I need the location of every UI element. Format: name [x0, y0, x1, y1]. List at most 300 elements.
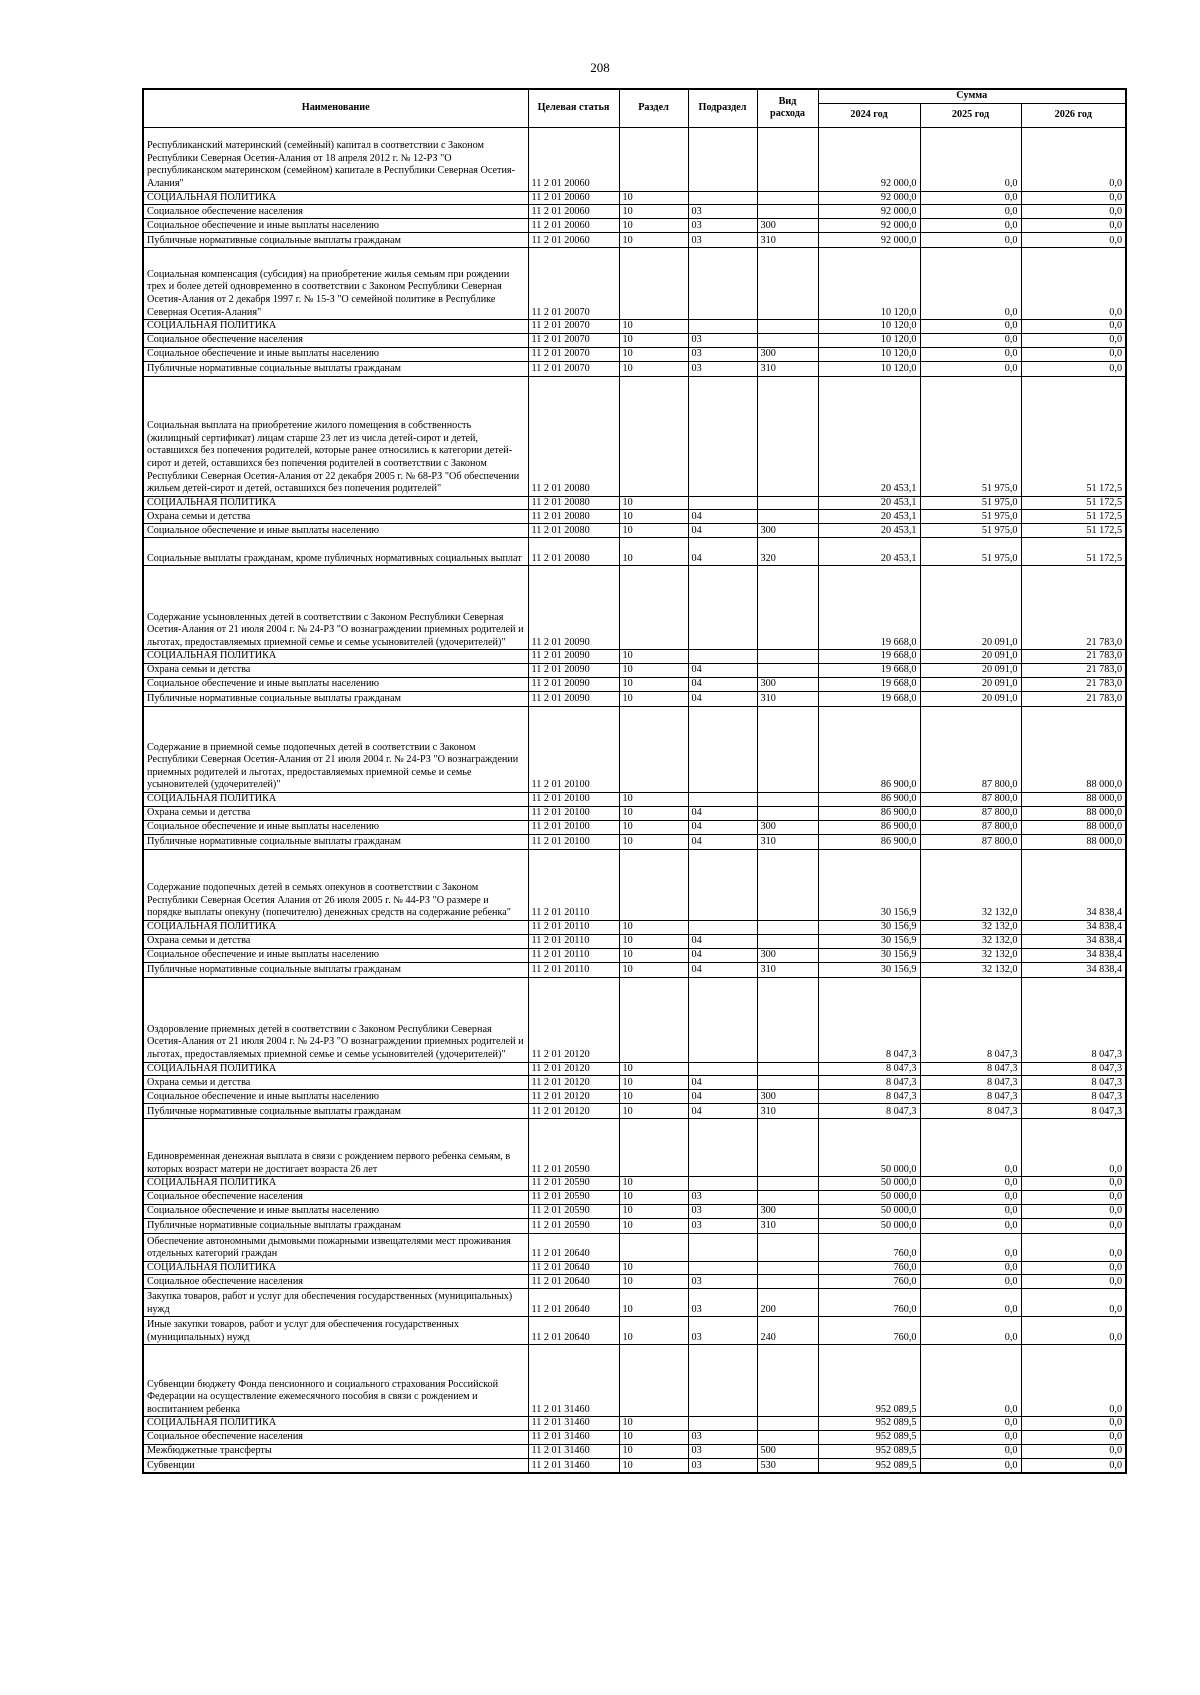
table-cell-2026: 88 000,0: [1021, 706, 1126, 792]
table-cell-section: 10: [619, 934, 688, 948]
table-cell-name: Оздоровление приемных детей в соответствии с Законом Республики Северная Осетия-Алания от 21 июля 2004 г. № 24-РЗ "О вознаграждении приемных родителей и льготах, предоставляемых приемной семье и семье усыновителей (удочерителей)": [143, 977, 528, 1062]
table-cell-expense-type: 300: [757, 1090, 818, 1104]
table-cell-section: [619, 127, 688, 191]
table-row: [143, 127, 1126, 191]
table-cell-2026: 8 047,3: [1021, 977, 1126, 1062]
table-cell-expense-type: [757, 1062, 818, 1076]
header-2025: 2025 год: [920, 103, 1021, 127]
table-cell-name: Социальные выплаты гражданам, кроме публичных нормативных социальных выплат: [143, 538, 528, 566]
table-cell-name: Социальное обеспечение и иные выплаты населению: [143, 219, 528, 233]
table-cell-2024: 92 000,0: [818, 219, 920, 233]
table-cell-section: 10: [619, 962, 688, 977]
table-cell-2024: 760,0: [818, 1275, 920, 1289]
table-cell-subsection: 03: [688, 219, 757, 233]
table-cell-code: 11 2 01 20090: [528, 677, 619, 691]
table-cell-2026: 0,0: [1021, 361, 1126, 376]
table-cell-2026: 0,0: [1021, 1458, 1126, 1473]
table-cell-name: Содержание подопечных детей в семьях опекунов в соответствии с Законом Республики Северная Осетия Алания от 26 июля 2005 г. № 44-РЗ "О размере и порядке выплаты опекуну (попечителю) денежных средств на содержание ребенка": [143, 849, 528, 920]
table-row: [143, 1090, 1126, 1104]
table-cell-subsection: 04: [688, 806, 757, 820]
table-cell-section: 10: [619, 920, 688, 934]
table-cell-subsection: 04: [688, 1090, 757, 1104]
table-cell-section: [619, 376, 688, 496]
table-cell-2024: 50 000,0: [818, 1218, 920, 1233]
table-cell-2026: 34 838,4: [1021, 849, 1126, 920]
table-cell-2024: 10 120,0: [818, 248, 920, 320]
table-cell-subsection: [688, 191, 757, 205]
table-cell-name: Публичные нормативные социальные выплаты гражданам: [143, 962, 528, 977]
table-row: [143, 333, 1126, 347]
table-cell-2024: 760,0: [818, 1233, 920, 1261]
table-cell-name: Охрана семьи и детства: [143, 510, 528, 524]
table-cell-section: 10: [619, 1417, 688, 1431]
table-cell-name: СОЦИАЛЬНАЯ ПОЛИТИКА: [143, 1177, 528, 1191]
table-cell-code: 11 2 01 20070: [528, 333, 619, 347]
table-cell-2026: 8 047,3: [1021, 1104, 1126, 1119]
table-cell-expense-type: 530: [757, 1458, 818, 1473]
table-cell-2025: 0,0: [920, 1177, 1021, 1191]
table-row: [143, 1289, 1126, 1317]
table-cell-2026: 8 047,3: [1021, 1090, 1126, 1104]
table-cell-name: Охрана семьи и детства: [143, 934, 528, 948]
table-cell-code: 11 2 01 20070: [528, 347, 619, 361]
table-cell-section: 10: [619, 1275, 688, 1289]
table-cell-expense-type: [757, 205, 818, 219]
table-cell-2024: 10 120,0: [818, 347, 920, 361]
table-cell-name: Социальная компенсация (субсидия) на приобретение жилья семьям при рождении трех и более детей одновременно в соответствии с Законом Республики Северная Осетия-Алания от 2 декабря 1997 г. № 15-З "О семейной политике в Республике Северная Осетия-Алания": [143, 248, 528, 320]
table-cell-code: 11 2 01 20060: [528, 219, 619, 233]
table-cell-code: 11 2 01 20090: [528, 691, 619, 706]
table-cell-code: 11 2 01 20090: [528, 650, 619, 664]
table-cell-2025: 51 975,0: [920, 538, 1021, 566]
table-cell-section: [619, 1233, 688, 1261]
table-cell-subsection: [688, 650, 757, 664]
table-cell-2025: 20 091,0: [920, 691, 1021, 706]
table-cell-subsection: [688, 1177, 757, 1191]
table-cell-2025: 0,0: [920, 347, 1021, 361]
table-cell-expense-type: [757, 191, 818, 205]
table-row: [143, 1104, 1126, 1119]
table-cell-section: 10: [619, 1458, 688, 1473]
table-cell-2024: 10 120,0: [818, 333, 920, 347]
table-cell-subsection: [688, 1233, 757, 1261]
table-cell-expense-type: [757, 510, 818, 524]
table-row: [143, 806, 1126, 820]
table-row: [143, 792, 1126, 806]
table-cell-subsection: [688, 1417, 757, 1431]
table-cell-2026: 88 000,0: [1021, 834, 1126, 849]
table-cell-2025: 0,0: [920, 127, 1021, 191]
table-cell-expense-type: 300: [757, 219, 818, 233]
table-cell-2024: 86 900,0: [818, 706, 920, 792]
table-cell-2025: 20 091,0: [920, 677, 1021, 691]
table-cell-name: Единовременная денежная выплата в связи с рождением первого ребенка семьям, в которых возраст матери не достигает возраста 26 лет: [143, 1119, 528, 1177]
table-cell-2026: 0,0: [1021, 1345, 1126, 1417]
table-cell-2026: 0,0: [1021, 219, 1126, 233]
table-cell-2024: 20 453,1: [818, 510, 920, 524]
header-section: Раздел: [619, 89, 688, 127]
table-cell-2024: 30 156,9: [818, 962, 920, 977]
table-cell-name: СОЦИАЛЬНАЯ ПОЛИТИКА: [143, 496, 528, 510]
table-cell-expense-type: [757, 1275, 818, 1289]
table-cell-subsection: 03: [688, 333, 757, 347]
header-name: Наименование: [143, 89, 528, 127]
table-cell-2025: 0,0: [920, 1233, 1021, 1261]
table-cell-expense-type: [757, 977, 818, 1062]
table-cell-2024: 8 047,3: [818, 1090, 920, 1104]
table-cell-section: 10: [619, 1317, 688, 1345]
table-cell-2024: 20 453,1: [818, 496, 920, 510]
table-cell-2025: 51 975,0: [920, 496, 1021, 510]
table-cell-expense-type: [757, 1417, 818, 1431]
table-cell-2025: 87 800,0: [920, 806, 1021, 820]
table-cell-subsection: [688, 849, 757, 920]
table-cell-subsection: [688, 1119, 757, 1177]
table-cell-2025: 0,0: [920, 191, 1021, 205]
table-cell-subsection: 03: [688, 1289, 757, 1317]
table-cell-expense-type: 300: [757, 820, 818, 834]
table-cell-section: 10: [619, 650, 688, 664]
table-row: [143, 1076, 1126, 1090]
table-cell-2025: 0,0: [920, 1190, 1021, 1204]
table-cell-name: Субвенции бюджету Фонда пенсионного и социального страхования Российской Федерации на осуществление ежемесячного пособия в связи с рождением и воспитанием ребенка: [143, 1345, 528, 1417]
table-cell-expense-type: 310: [757, 1218, 818, 1233]
table-cell-section: 10: [619, 1062, 688, 1076]
table-row: [143, 663, 1126, 677]
table-cell-subsection: [688, 706, 757, 792]
table-row: [143, 510, 1126, 524]
table-cell-2024: 30 156,9: [818, 948, 920, 962]
table-row: [143, 1177, 1126, 1191]
table-cell-2024: 50 000,0: [818, 1190, 920, 1204]
table-cell-section: 10: [619, 233, 688, 248]
table-cell-name: СОЦИАЛЬНАЯ ПОЛИТИКА: [143, 650, 528, 664]
table-cell-expense-type: [757, 920, 818, 934]
table-cell-2026: 8 047,3: [1021, 1076, 1126, 1090]
table-cell-subsection: 04: [688, 1104, 757, 1119]
table-cell-name: Содержание усыновленных детей в соответствии с Законом Республики Северная Осетия-Алания от 21 июля 2004 г. № 24-РЗ "О вознаграждении приемных родителей и льготах, предоставляемых приемной семье и семье усыновителей (удочерителей)": [143, 566, 528, 650]
table-cell-subsection: [688, 792, 757, 806]
table-row: [143, 677, 1126, 691]
table-cell-subsection: 03: [688, 1190, 757, 1204]
table-cell-2024: 19 668,0: [818, 566, 920, 650]
table-cell-code: 11 2 01 20080: [528, 376, 619, 496]
table-cell-section: 10: [619, 361, 688, 376]
table-cell-expense-type: 310: [757, 962, 818, 977]
table-cell-section: [619, 849, 688, 920]
table-cell-subsection: [688, 1062, 757, 1076]
table-cell-code: 11 2 01 20640: [528, 1233, 619, 1261]
table-cell-2024: 8 047,3: [818, 1076, 920, 1090]
table-cell-2026: 0,0: [1021, 1430, 1126, 1444]
table-cell-2025: 8 047,3: [920, 977, 1021, 1062]
table-cell-section: 10: [619, 691, 688, 706]
table-cell-name: СОЦИАЛЬНАЯ ПОЛИТИКА: [143, 320, 528, 334]
table-cell-section: 10: [619, 1261, 688, 1275]
table-cell-2025: 0,0: [920, 1317, 1021, 1345]
table-row: [143, 361, 1126, 376]
table-cell-code: 11 2 01 20590: [528, 1119, 619, 1177]
table-cell-code: 11 2 01 20080: [528, 496, 619, 510]
table-cell-name: Республиканский материнский (семейный) капитал в соответствии с Законом Республики Северная Осетия-Алания от 18 апреля 2012 г. № 12-РЗ "О республиканском материнском (семейном) капитале в Республики Северная Осетия-Алания": [143, 127, 528, 191]
table-cell-code: 11 2 01 20120: [528, 1090, 619, 1104]
table-cell-2025: 0,0: [920, 1261, 1021, 1275]
table-row: [143, 962, 1126, 977]
table-cell-code: 11 2 01 20060: [528, 127, 619, 191]
table-row: [143, 233, 1126, 248]
table-cell-subsection: 04: [688, 1076, 757, 1090]
table-cell-expense-type: [757, 1076, 818, 1090]
header-sum: Сумма: [818, 89, 1126, 103]
table-cell-name: Публичные нормативные социальные выплаты гражданам: [143, 1218, 528, 1233]
table-cell-2026: 88 000,0: [1021, 820, 1126, 834]
table-row: [143, 538, 1126, 566]
table-cell-2025: 0,0: [920, 1458, 1021, 1473]
table-row: [143, 191, 1126, 205]
table-cell-2024: 8 047,3: [818, 1062, 920, 1076]
table-cell-2026: 21 783,0: [1021, 650, 1126, 664]
table-cell-section: 10: [619, 1218, 688, 1233]
table-cell-expense-type: [757, 566, 818, 650]
table-cell-2026: 0,0: [1021, 1444, 1126, 1458]
table-cell-2025: 0,0: [920, 1289, 1021, 1317]
table-cell-code: 11 2 01 20640: [528, 1275, 619, 1289]
table-cell-2026: 0,0: [1021, 1261, 1126, 1275]
table-cell-name: Социальное обеспечение и иные выплаты населению: [143, 948, 528, 962]
table-cell-code: 11 2 01 20590: [528, 1177, 619, 1191]
table-cell-section: [619, 1119, 688, 1177]
table-cell-code: 11 2 01 20590: [528, 1218, 619, 1233]
table-cell-code: 11 2 01 20110: [528, 920, 619, 934]
table-cell-2026: 51 172,5: [1021, 538, 1126, 566]
table-cell-code: 11 2 01 20120: [528, 1104, 619, 1119]
table-cell-2026: 34 838,4: [1021, 934, 1126, 948]
table-cell-code: 11 2 01 20110: [528, 948, 619, 962]
table-cell-2024: 952 089,5: [818, 1345, 920, 1417]
table-cell-2024: 50 000,0: [818, 1119, 920, 1177]
table-cell-section: [619, 706, 688, 792]
table-cell-2025: 32 132,0: [920, 962, 1021, 977]
table-cell-name: Публичные нормативные социальные выплаты гражданам: [143, 1104, 528, 1119]
table-cell-subsection: [688, 248, 757, 320]
table-cell-code: 11 2 01 20590: [528, 1204, 619, 1218]
table-cell-2024: 19 668,0: [818, 650, 920, 664]
table-cell-expense-type: [757, 320, 818, 334]
table-cell-expense-type: [757, 127, 818, 191]
table-cell-name: СОЦИАЛЬНАЯ ПОЛИТИКА: [143, 920, 528, 934]
table-row: [143, 920, 1126, 934]
table-cell-2025: 0,0: [920, 333, 1021, 347]
table-cell-section: 10: [619, 1190, 688, 1204]
table-cell-2026: 0,0: [1021, 1119, 1126, 1177]
table-row: [143, 219, 1126, 233]
table-cell-expense-type: 300: [757, 524, 818, 538]
table-cell-expense-type: 300: [757, 677, 818, 691]
table-cell-2025: 0,0: [920, 1218, 1021, 1233]
table-cell-name: Субвенции: [143, 1458, 528, 1473]
table-cell-2024: 8 047,3: [818, 977, 920, 1062]
table-cell-2024: 952 089,5: [818, 1430, 920, 1444]
table-cell-subsection: 03: [688, 233, 757, 248]
table-cell-code: 11 2 01 31460: [528, 1345, 619, 1417]
table-cell-subsection: [688, 977, 757, 1062]
header-code: Целевая статья: [528, 89, 619, 127]
table-cell-code: 11 2 01 20080: [528, 510, 619, 524]
table-cell-section: 10: [619, 1444, 688, 1458]
table-cell-code: 11 2 01 20110: [528, 934, 619, 948]
table-cell-code: 11 2 01 20090: [528, 566, 619, 650]
table-cell-section: 10: [619, 524, 688, 538]
table-row: [143, 1119, 1126, 1177]
table-row: [143, 320, 1126, 334]
table-cell-2024: 8 047,3: [818, 1104, 920, 1119]
table-cell-2024: 760,0: [818, 1317, 920, 1345]
table-cell-expense-type: [757, 1261, 818, 1275]
table-cell-code: 11 2 01 20060: [528, 191, 619, 205]
table-row: [143, 834, 1126, 849]
table-cell-expense-type: [757, 706, 818, 792]
table-cell-section: 10: [619, 191, 688, 205]
table-cell-section: 10: [619, 677, 688, 691]
table-cell-2025: 51 975,0: [920, 510, 1021, 524]
table-cell-2026: 0,0: [1021, 333, 1126, 347]
header-row-1: [143, 89, 1126, 103]
table-cell-2025: 8 047,3: [920, 1076, 1021, 1090]
table-row: [143, 934, 1126, 948]
table-cell-subsection: 03: [688, 205, 757, 219]
table-cell-name: Охрана семьи и детства: [143, 806, 528, 820]
table-cell-name: Публичные нормативные социальные выплаты гражданам: [143, 834, 528, 849]
table-cell-name: Социальное обеспечение и иные выплаты населению: [143, 677, 528, 691]
table-cell-expense-type: 310: [757, 361, 818, 376]
table-row: [143, 1218, 1126, 1233]
table-cell-code: 11 2 01 31460: [528, 1444, 619, 1458]
table-cell-name: Социальная выплата на приобретение жилого помещения в собственность (жилищный сертификат) лицам старше 23 лет из числа детей-сирот и детей, оставшихся без попечения родителей, которые ранее относились к категории детей-сирот и детей, оставшихся без попечения родителей в соответствии с Законом Республики Северная Осетия-Алания от 22 декабря 2005 г. № 68-РЗ "Об обеспечении жильем детей-сирот и детей, оставшихся без попечения родителей": [143, 376, 528, 496]
table-cell-2024: 20 453,1: [818, 538, 920, 566]
table-cell-2026: 0,0: [1021, 1177, 1126, 1191]
table-cell-section: 10: [619, 834, 688, 849]
table-cell-2025: 0,0: [920, 1119, 1021, 1177]
table-cell-name: Охрана семьи и детства: [143, 663, 528, 677]
table-cell-2025: 32 132,0: [920, 849, 1021, 920]
table-cell-expense-type: [757, 1119, 818, 1177]
table-cell-subsection: 03: [688, 1275, 757, 1289]
table-cell-name: Закупка товаров, работ и услуг для обеспечения государственных (муниципальных) нужд: [143, 1289, 528, 1317]
table-cell-code: 11 2 01 20100: [528, 820, 619, 834]
table-cell-section: 10: [619, 1090, 688, 1104]
table-cell-expense-type: 320: [757, 538, 818, 566]
table-cell-section: [619, 248, 688, 320]
table-cell-subsection: [688, 920, 757, 934]
table-row: [143, 524, 1126, 538]
table-cell-section: 10: [619, 806, 688, 820]
table-cell-2025: 87 800,0: [920, 792, 1021, 806]
table-cell-code: 11 2 01 20640: [528, 1261, 619, 1275]
table-cell-subsection: [688, 376, 757, 496]
table-cell-2025: 0,0: [920, 320, 1021, 334]
table-cell-name: Публичные нормативные социальные выплаты гражданам: [143, 361, 528, 376]
table-cell-code: 11 2 01 20110: [528, 962, 619, 977]
table-cell-section: 10: [619, 347, 688, 361]
table-cell-code: 11 2 01 20080: [528, 538, 619, 566]
table-row: [143, 691, 1126, 706]
table-cell-expense-type: [757, 934, 818, 948]
table-cell-2025: 51 975,0: [920, 376, 1021, 496]
table-row: [143, 1204, 1126, 1218]
table-cell-subsection: [688, 320, 757, 334]
table-cell-section: 10: [619, 496, 688, 510]
table-cell-code: 11 2 01 20070: [528, 320, 619, 334]
table-cell-2025: 0,0: [920, 1275, 1021, 1289]
table-cell-name: Публичные нормативные социальные выплаты гражданам: [143, 233, 528, 248]
table-cell-2024: 19 668,0: [818, 691, 920, 706]
table-cell-2026: 51 172,5: [1021, 496, 1126, 510]
table-cell-section: 10: [619, 333, 688, 347]
table-row: [143, 849, 1126, 920]
table-cell-name: Обеспечение автономными дымовыми пожарными извещателями мест проживания отдельных категорий граждан: [143, 1233, 528, 1261]
table-cell-expense-type: 310: [757, 233, 818, 248]
table-cell-code: 11 2 01 20110: [528, 849, 619, 920]
table-cell-2026: 0,0: [1021, 1218, 1126, 1233]
table-cell-2025: 32 132,0: [920, 920, 1021, 934]
table-cell-2024: 30 156,9: [818, 920, 920, 934]
table-cell-subsection: 04: [688, 962, 757, 977]
table-cell-2026: 21 783,0: [1021, 677, 1126, 691]
table-cell-2026: 0,0: [1021, 191, 1126, 205]
table-cell-expense-type: 300: [757, 948, 818, 962]
header-subsection: Подраздел: [688, 89, 757, 127]
table-row: [143, 205, 1126, 219]
table-row: [143, 1317, 1126, 1345]
table-cell-2026: 0,0: [1021, 233, 1126, 248]
table-cell-code: 11 2 01 20590: [528, 1190, 619, 1204]
table-cell-expense-type: [757, 1430, 818, 1444]
table-cell-expense-type: [757, 333, 818, 347]
table-cell-expense-type: [757, 1233, 818, 1261]
table-cell-2024: 30 156,9: [818, 934, 920, 948]
table-row: [143, 1417, 1126, 1431]
table-cell-subsection: 04: [688, 663, 757, 677]
table-cell-code: 11 2 01 20060: [528, 205, 619, 219]
table-cell-code: 11 2 01 20070: [528, 361, 619, 376]
table-cell-2024: 760,0: [818, 1261, 920, 1275]
table-cell-2024: 10 120,0: [818, 320, 920, 334]
table-cell-subsection: 03: [688, 347, 757, 361]
table-cell-2026: 0,0: [1021, 127, 1126, 191]
table-cell-code: 11 2 01 31460: [528, 1458, 619, 1473]
table-cell-name: Социальное обеспечение и иные выплаты населению: [143, 1204, 528, 1218]
table-cell-2024: 50 000,0: [818, 1177, 920, 1191]
table-cell-section: [619, 977, 688, 1062]
table-cell-subsection: 04: [688, 691, 757, 706]
table-cell-2025: 20 091,0: [920, 566, 1021, 650]
table-cell-code: 11 2 01 20060: [528, 233, 619, 248]
table-cell-expense-type: [757, 1177, 818, 1191]
table-row: [143, 1261, 1126, 1275]
table-cell-2025: 32 132,0: [920, 948, 1021, 962]
table-cell-subsection: 04: [688, 834, 757, 849]
table-cell-2024: 92 000,0: [818, 127, 920, 191]
table-cell-section: 10: [619, 1104, 688, 1119]
table-cell-2025: 8 047,3: [920, 1062, 1021, 1076]
table-cell-2024: 86 900,0: [818, 834, 920, 849]
table-cell-subsection: 03: [688, 1218, 757, 1233]
table-cell-code: 11 2 01 20070: [528, 248, 619, 320]
table-cell-2025: 0,0: [920, 1345, 1021, 1417]
table-cell-2024: 20 453,1: [818, 376, 920, 496]
table-cell-2026: 0,0: [1021, 248, 1126, 320]
table-cell-subsection: 04: [688, 934, 757, 948]
